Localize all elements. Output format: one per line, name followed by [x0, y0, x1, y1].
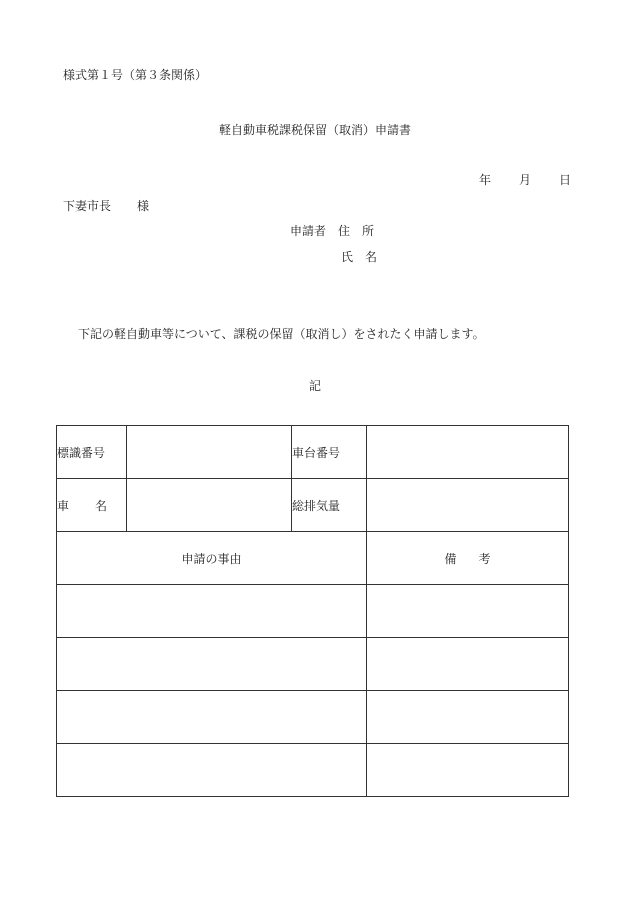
address-label: 住 所: [338, 224, 375, 238]
addressee-name: 下妻市長: [63, 199, 112, 213]
remarks-field[interactable]: [367, 744, 569, 797]
vehicle-table: [56, 425, 569, 797]
remarks-field[interactable]: [367, 585, 569, 638]
displacement-label: 総排気量: [292, 479, 367, 532]
reason-field[interactable]: [57, 744, 367, 797]
vehicle-name-field[interactable]: [127, 479, 292, 532]
table-row: [57, 638, 569, 691]
chassis-number-field[interactable]: [367, 426, 569, 479]
table-row: [57, 479, 569, 532]
plate-number-field[interactable]: [127, 426, 292, 479]
applicant-label: 申請者: [290, 224, 327, 238]
applicant-address-line: [290, 225, 374, 237]
remarks-field[interactable]: [367, 638, 569, 691]
ki-heading: 記: [308, 379, 321, 393]
vehicle-name-label: 車 名: [57, 479, 127, 532]
addressee-honorific: 様: [137, 199, 150, 213]
form-number: 様式第１号（第３条関係）: [63, 68, 208, 82]
table-row: [57, 585, 569, 638]
applicant-name-label: 氏 名: [341, 250, 378, 264]
date-month: 月: [518, 173, 531, 187]
table-row: [57, 744, 569, 797]
remarks-field[interactable]: [367, 691, 569, 744]
reason-header: 申請の事由: [57, 532, 367, 585]
reason-field[interactable]: [57, 638, 367, 691]
table-row: [57, 691, 569, 744]
date-line: [479, 174, 571, 186]
displacement-field[interactable]: [367, 479, 569, 532]
reason-field[interactable]: [57, 691, 367, 744]
plate-number-label: 標識番号: [57, 426, 127, 479]
date-day: 日: [558, 173, 571, 187]
reason-field[interactable]: [57, 585, 367, 638]
table-row: [57, 426, 569, 479]
chassis-number-label: 車台番号: [292, 426, 367, 479]
remarks-header: 備 考: [367, 532, 569, 585]
date-year: 年: [479, 173, 492, 187]
document-title: 軽自動車税課税保留（取消）申請書: [218, 123, 411, 137]
body-text: 下記の軽自動車等について、課税の保留（取消し）をされたく申請します。: [78, 327, 485, 341]
table-row: [57, 532, 569, 585]
addressee: [63, 200, 149, 212]
